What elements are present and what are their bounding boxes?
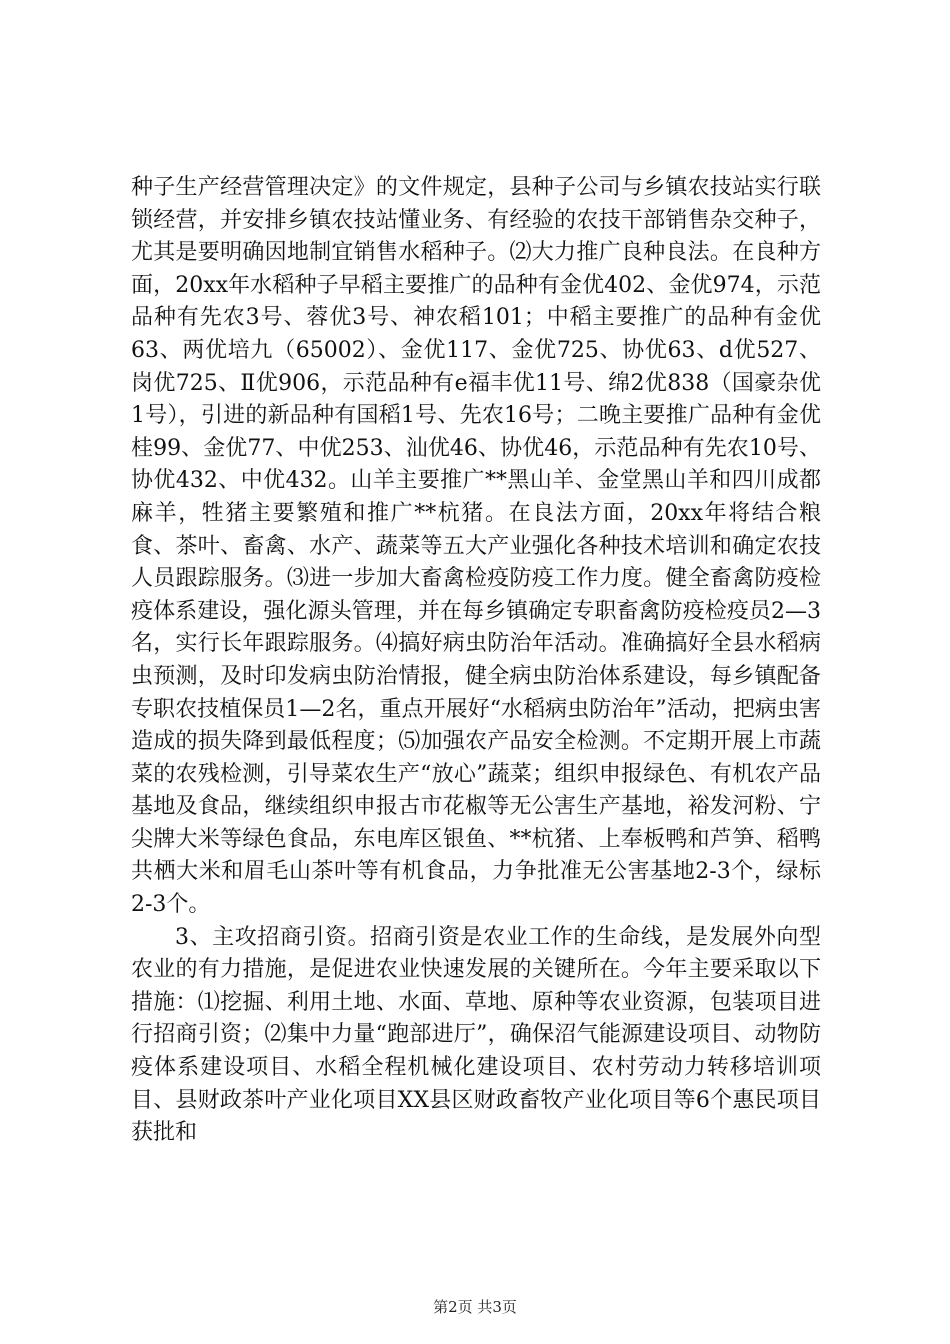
body-paragraph-1: 种子生产经营管理决定》的文件规定，县种子公司与乡镇农技站实行联锁经营，并安排乡镇农技站懂业务、有经验的农技干部销售杂交种子，尤其是要明确因地制宜销售水稻种子。⑵大力推广良种良法。在良种方面，20xx年水稻种子早稻主要推广的品种有金优402、金优974，示范品种有先农3号、蓉优3号、神农稻101；中稻主要推广的品种有金优63、两优培九（65002）、金优117、金优725、协优63、d优527、岗优725、Ⅱ优906，示范品种有e福丰优11号、绵2优838（国豪杂优1号），引进的新品种有国稻1号、先农16号；二晚主要推广品种有金优桂99、金优77、中优253、汕优46、协优46，示范品种有先农10号、协优432、中优432。山羊主要推广**黑山羊、金堂黑山羊和四川成都麻羊，牲猪主要繁殖和推广**杭猪。在良法方面，20xx年将结合粮食、茶叶、畜禽、水产、蔬菜等五大产业强化各种技术培训和确定农技人员跟踪服务。⑶进一步加大畜禽检疫防疫工作力度。健全畜禽防疫检疫体系建设，强化源头管理，并在每乡镇确定专职畜禽防疫检疫员2—3名，实行长年跟踪服务。⑷搞好病虫防治年活动。准确搞好全县水稻病虫预测，及时印发病虫防治情报，健全病虫防治体系建设，每乡镇配备专职农技植保员1—2名，重点开展好“水稻病虫防治年”活动，把病虫害造成的损失降到最低程度；⑸加强农产品安全检测。不定期开展上市蔬菜的农残检测，引导菜农生产“放心”蔬菜；组织申报绿色、有机农产品基地及食品，继续组织申报古市花椒等无公害生产基地，裕发河粉、宁尖牌大米等绿色食品，东电库区银鱼、**杭猪、上奉板鸭和芦笋、稻鸭共栖大米和眉毛山茶叶等有机食品，力争批准无公害基地2-3个，绿标2-3个。	[131, 175, 821, 918]
document-body	[131, 172, 821, 1150]
page-footer: 第2页 共3页	[433, 1298, 517, 1316]
body-paragraph-2: 3、主攻招商引资。招商引资是农业工作的生命线，是发展外向型农业的有力措施，是促进农业快速发展的关键所在。今年主要采取以下措施：⑴挖掘、利用土地、水面、草地、原种等农业资源，包装项目进行招商引资；⑵集中力量“跑部进厅”，确保沼气能源建设项目、动物防疫体系建设项目、水稻全程机械化建设项目、农村劳动力转移培训项目、县财政茶叶产业化项目XX县区财政畜牧产业化项目等6个惠民项目获批和	[131, 924, 821, 1146]
